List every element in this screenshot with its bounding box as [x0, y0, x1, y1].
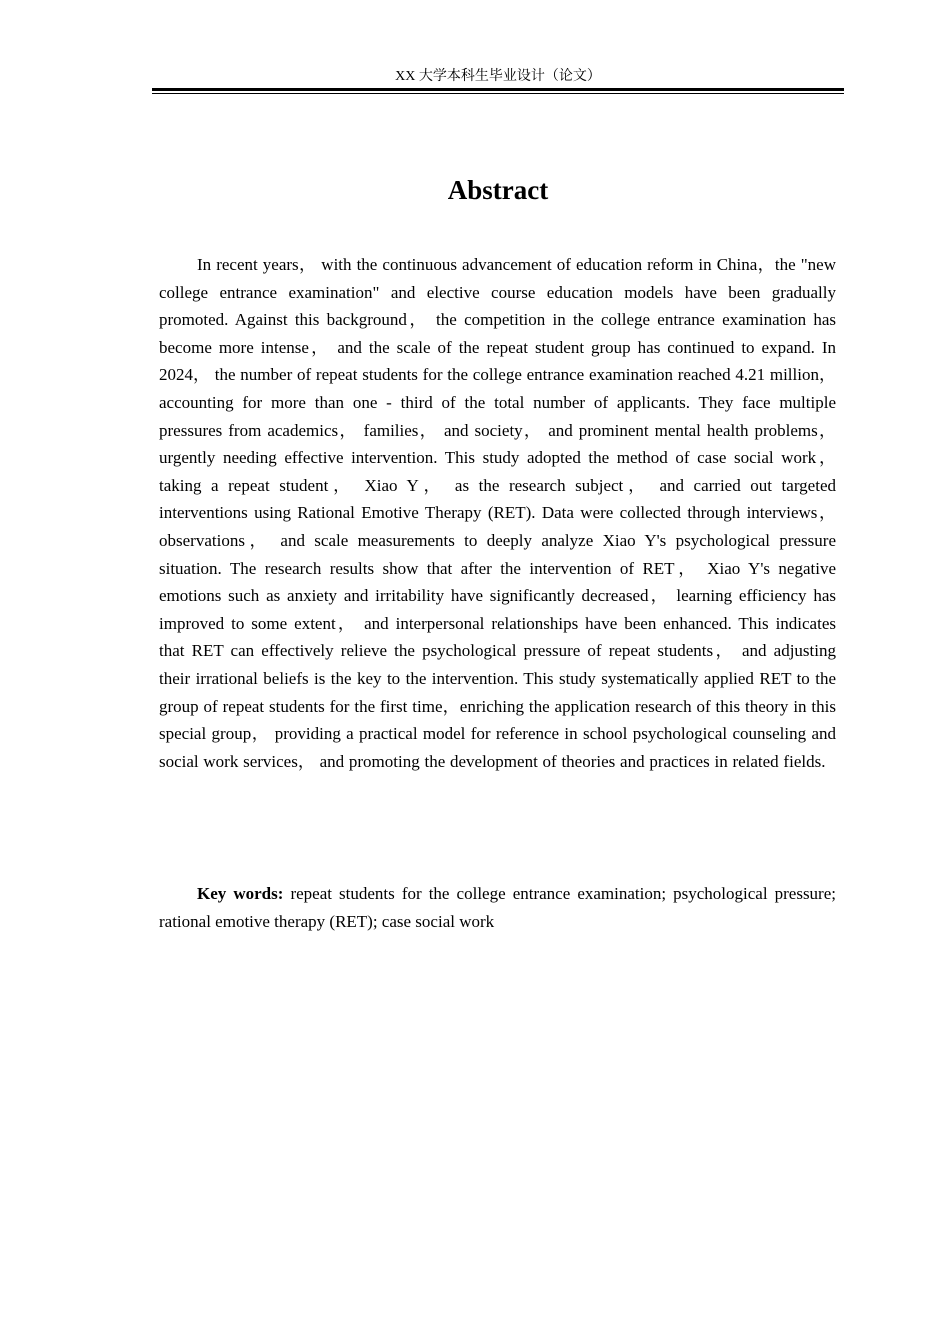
keywords-label: Key words:	[197, 884, 284, 903]
abstract-body: In recent years， with the continuous advancement of education reform in China，the "new college entrance examination" and elective course education models have been gradually promoted. Against this background， the competition in the college entrance examination has become more intense， and the scale of the repeat student group has continued to expand. In 2024， the number of repeat students for the college entrance examination reached 4.21 million， accounting for more than one - third of the total number of applicants. They face multiple pressures from academics， families， and society， and prominent mental health problems， urgently needing effective intervention. This study adopted the method of case social work， taking a repeat student， Xiao Y， as the research subject， and carried out targeted interventions using Rational Emotive Therapy (RET). Data were collected through interviews， observations， and scale measurements to deeply analyze Xiao Y's psychological pressure situation. The research results show that after the intervention of RET， Xiao Y's negative emotions such as anxiety and irritability have significantly decreased， learning efficiency has improved to some extent， and interpersonal relationships have been enhanced. This indicates that RET can effectively relieve the psychological pressure of repeat students， and adjusting their irrational beliefs is the key to the intervention. This study systematically applied RET to the group of repeat students for the first time，enriching the application research of this theory in this special group， providing a practical model for reference in school psychological counseling and social work services， and promoting the development of theories and practices in related fields.	[159, 255, 836, 771]
header-rule-thin	[152, 93, 844, 94]
keywords-text: repeat students for the college entrance examination; psychological pressure; rational emotive therapy (RET); case social work	[159, 884, 836, 931]
keywords-paragraph	[159, 880, 836, 935]
running-header: XX 大学本科生毕业设计（论文）	[395, 69, 601, 84]
abstract-title: Abstract	[447, 175, 549, 205]
header-rule-thick	[152, 88, 844, 91]
